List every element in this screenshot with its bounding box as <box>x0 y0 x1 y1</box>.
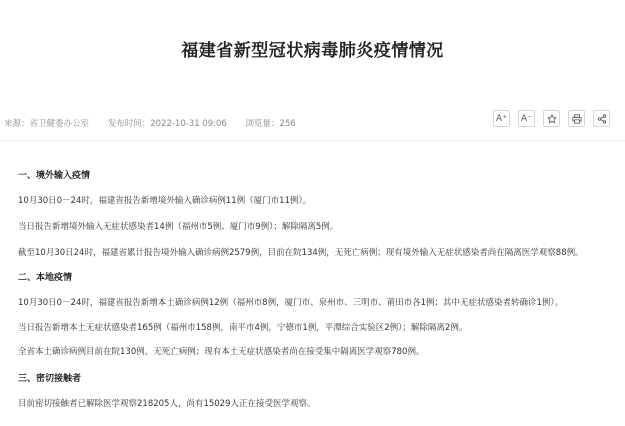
section-heading-local: 二、本地疫情 <box>18 273 73 283</box>
paragraph: 截至10月30日24时，福建省累计报告境外输入确诊病例2579例，目前在院134例，无死亡病例；现有境外输入无症状感染者尚在隔离医学观察88例。 <box>18 248 584 258</box>
meta-source: 来源：省卫健委办公室 <box>4 119 90 129</box>
favorite-button[interactable] <box>543 110 560 127</box>
section-heading-contacts: 三、密切接触者 <box>18 374 82 384</box>
article-toolbar <box>493 110 610 127</box>
share-icon <box>597 114 607 124</box>
paragraph: 当日报告新增境外输入无症状感染者14例（福州市5例、厦门市9例）；解除隔离5例。 <box>18 222 339 232</box>
share-button[interactable] <box>593 110 610 127</box>
meta-view-count: 浏览量：256 <box>245 119 296 129</box>
section-heading-imported: 一、境外输入疫情 <box>18 171 91 181</box>
meta-published-time: 发布时间：2022-10-31 09:06 <box>107 119 227 129</box>
paragraph: 当日报告新增本土无症状感染者165例（福州市158例，南平市4例，宁德市1例，平潭综合实验区2例）；解除隔离2例。 <box>18 323 468 333</box>
font-decrease-button[interactable]: A⁻ <box>518 110 535 127</box>
font-increase-button[interactable]: A⁺ <box>493 110 510 127</box>
star-icon <box>547 114 557 124</box>
page-title: 福建省新型冠状病毒肺炎疫情情况 <box>181 41 444 61</box>
article-meta <box>4 117 312 129</box>
paragraph: 10月30日0－24时，福建省报告新增本土确诊病例12例（福州市8例，厦门市、泉州市、三明市、莆田市各1例；其中无症状感染者转确诊1例）。 <box>18 298 564 308</box>
paragraph: 全省本土确诊病例目前在院130例，无死亡病例；现有本土无症状感染者尚在接受集中隔离医学观察780例。 <box>18 347 425 357</box>
printer-icon <box>572 114 582 124</box>
header-divider <box>0 140 625 141</box>
paragraph: 10月30日0－24时，福建省报告新增境外输入确诊病例11例（厦门市11例）。 <box>18 196 312 206</box>
paragraph: 目前密切接触者已解除医学观察218205人，尚有15029人正在接受医学观察。 <box>18 399 316 409</box>
print-button[interactable] <box>568 110 585 127</box>
